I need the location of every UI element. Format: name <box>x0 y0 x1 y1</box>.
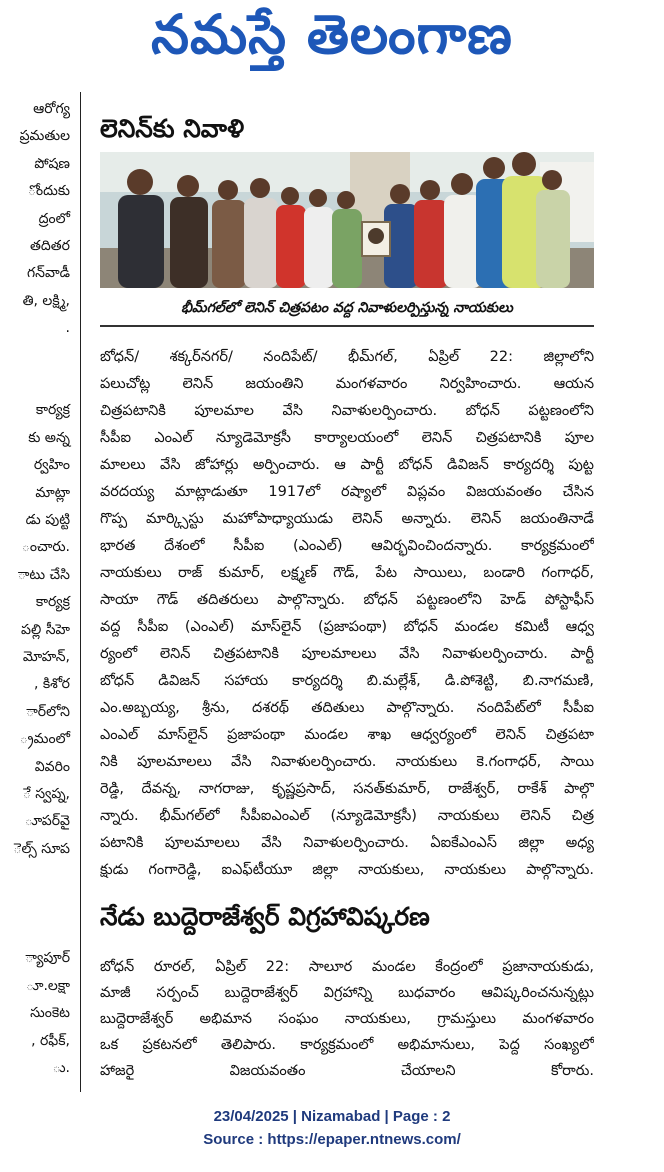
fragment-line: ు. <box>52 1060 70 1076</box>
adjacent-column-fragment <box>0 92 74 1092</box>
group-photo-illustration <box>100 152 594 288</box>
news-photo <box>100 152 594 288</box>
fragment-line: కు అన్న <box>28 429 70 446</box>
fragment-line: . <box>65 320 70 337</box>
article-line: హాజరై విజయవంతం చేయాలని కోరారు. <box>100 1063 594 1079</box>
fragment-line: , కిశోర <box>33 676 70 693</box>
fragment-line: ూపర్‌వై <box>24 813 70 830</box>
fragment-line: ద్రంలో <box>38 210 70 227</box>
fragment-line: గన్‌వాడీ <box>26 265 70 282</box>
source-url: Source : https://epaper.ntnews.com/ <box>203 1131 461 1148</box>
article-line: వద్ద సీపీఐ (ఎంఎల్) మాస్‌లైన్ (ప్రజాపంథా) బోధన్ మండల కమిటీ ఆధ్వ <box>100 619 594 635</box>
article-line: ఎంఎల్ మాస్‌లైన్ ప్రజాపంథా మండల శాఖ ఆధ్వర్యంలో లెనిన్ చిత్రపటా <box>100 727 594 743</box>
fragment-line: పల్లి సీహె <box>21 621 70 638</box>
fragment-line: ెల్స్ సూప <box>13 840 70 857</box>
photo-caption: భీమ్‌గల్‌లో లెనిన్ చిత్రపటం వద్ద నివాళులర్పిస్తున్న నాయకులు <box>100 293 594 327</box>
fragment-line: ూ.లక్షా <box>26 977 70 994</box>
fragment-line: ప్రమతుల <box>19 128 70 145</box>
article-body-2 <box>100 954 594 1092</box>
fragment-line: తదితర <box>30 238 70 254</box>
fragment-line: సుంకెట <box>30 1005 70 1022</box>
fragment-line: వివరిం <box>34 758 70 775</box>
article-line: నాయకులు రాజ్ కుమార్, లక్ష్మణ్ గౌడ్, పేట సాయిలు, బండారి గంగాధర్, <box>100 565 594 581</box>
article-line: పలుచోట్ల లెనిన్ జయంతిని మంగళవారం నిర్వహించారు. ఆయన <box>100 376 594 392</box>
fragment-line: ్రమంలో <box>19 731 70 748</box>
article-line: చిత్రపటానికి పూలమాల వేసి నివాళులర్పించారు. బోధన్ పట్టణంలోని <box>100 403 594 419</box>
fragment-line: ార్‌లోని <box>26 703 70 720</box>
masthead <box>0 0 664 82</box>
article-line: సాయా గౌడ్ తదితరులు పాల్గొన్నారు. బోధన్ పట్టణంలోని హెడ్ పోస్టాఫీస్ <box>100 592 594 608</box>
fragment-line: తి, లక్ష్మి, <box>22 292 70 309</box>
article-line: నికి పూలమాలలు వేసి నివాళులర్పించారు. నాయకులు కె.గంగాధర్, సాయి <box>100 754 594 770</box>
article-line: మాలలు వేసి జోహార్లు అర్పించారు. ఆ పార్టీ బోధన్ డివిజన్ కార్యదర్శి పుట్ట <box>100 457 594 473</box>
fragment-line: ఆరోగ్య <box>33 101 70 117</box>
article-line: సీపీఐ ఎంఎల్ న్యూడెమోక్రసీ కార్యాలయంలో లెనిన్ చిత్రపటానికి పూల <box>100 430 594 446</box>
article-headline: లెనిన్‌కు నివాళి <box>100 114 245 143</box>
newspaper-logo: నమస్తే తెలంగాణ <box>151 2 513 66</box>
fragment-line: ే స్వప్న, <box>22 786 70 802</box>
fragment-line: ంచారు. <box>21 539 70 556</box>
fragment-line: ాటు చేసి <box>17 566 70 583</box>
fragment-line: , రఫీక్, <box>31 1032 70 1049</box>
article-line: బోధన్ రూరల్, ఏప్రిల్ 22: సాలూర మండల కేంద్రంలో ప్రజానాయకుడు, <box>100 959 594 975</box>
fragment-line: కార్యక్ర <box>35 402 70 419</box>
article-line: మాజీ సర్పంచ్ బుద్దెరాజేశ్వర్ విగ్రహాన్ని బుధవారం ఆవిష్కరించనున్నట్లు <box>100 985 594 1001</box>
article-line: బోధన్/ శక్కర్‌నగర్/ నందిపేట్/ భీమ్‌గల్, ఏప్రిల్ 22: జిల్లాలోని <box>100 349 594 365</box>
fragment-line: ్యాపూర్ <box>25 950 70 967</box>
article-line: పటానికి పూలమాలలు వేసి నివాళులర్పించారు. ఏఐకేఎంఎస్ జిల్లా అధ్య <box>100 835 594 851</box>
fragment-line: పోషణ <box>34 155 70 172</box>
fragment-line: మాట్లా <box>35 484 70 501</box>
fragment-line: ర్వహిం <box>33 457 70 474</box>
fragment-line: ోందుకు <box>27 183 70 200</box>
article-line: ఎం.అబ్బయ్య, శ్రీను, దశరథ్ తదితులు పాల్గొన్నారు. నందిపేట్‌లో సీపీఐ <box>100 700 594 716</box>
column-divider <box>80 92 81 1092</box>
fragment-line: డు పుట్టి <box>25 512 70 528</box>
article-line: వరదయ్య మాట్లాడుతూ 1917లో రష్యాలో విప్లవం విజయవంతం చేసిన <box>100 484 594 500</box>
fragment-line: కార్యక్ర <box>35 594 70 611</box>
article-line: ఒక ప్రకటనలో తెలిపారు. కార్యక్రమంలో అభిమానులు, పెద్ద సంఖ్యలో <box>100 1037 594 1053</box>
article-line: న్నారు. భీమ్‌గల్‌లో సీపీఐఎంఎల్ (న్యూడెమోక్రసీ) నాయకులు లెనిన్ చిత్ర <box>100 808 594 824</box>
article-headline-2: నేడు బుద్దెరాజేశ్వర్ విగ్రహావిష్కరణ <box>100 902 430 931</box>
article-line: ర్యంలో లెనిన్ చిత్రపటానికి పూలమాలలు వేసి నివాళులర్పించారు. పార్టీ <box>100 646 594 662</box>
article-line: రెడ్డి, దేవన్న, నాగరాజు, కృష్ణప్రసాద్, సనత్‌కుమార్, రాజేశ్వర్, రాకేశ్ పాల్గొ <box>100 781 594 797</box>
article-line: బోధన్ డివిజన్ సహాయ కార్యదర్శి బి.మల్లేశ్, డి.పోశెట్టి, బి.నాగమణి, <box>100 673 594 689</box>
article-line: క్షుడు గంగారెడ్డి, ఐఎఫ్‌టీయూ జిల్లా నాయకులు, నాయకులు పాల్గొన్నారు. <box>100 862 594 878</box>
article-body <box>100 344 594 892</box>
edition-info: 23/04/2025 | Nizamabad | Page : 2 <box>213 1108 451 1125</box>
article-line: భారత దేశంలో సీపీఐ (ఎంఎల్) ఆవిర్భవించిందన్నారు. కార్యక్రమంలో <box>100 538 594 554</box>
article-line: గొప్ప మార్క్సిస్టు మహోపాధ్యాయుడు లెనిన్ అన్నారు. లెనిన్ జయంతినాడే <box>100 511 594 527</box>
fragment-line: మోహన్, <box>22 649 70 665</box>
article-line: బుద్దెరాజేశ్వర్ అభిమాన సంఘం నాయకులు, గ్రామస్తులు మంగళవారం <box>100 1011 594 1027</box>
